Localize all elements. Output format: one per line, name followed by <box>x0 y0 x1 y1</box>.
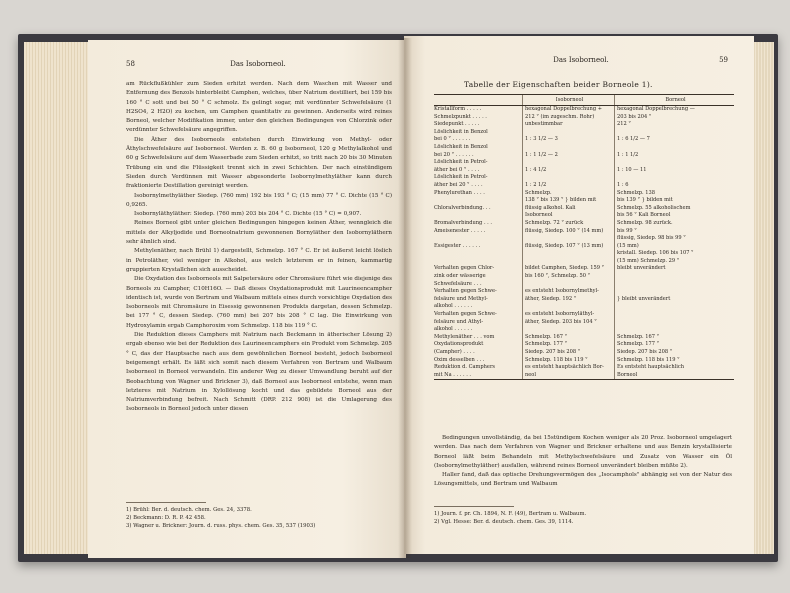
table-row <box>434 106 734 114</box>
table-cell: es entsteht Isobornyläthyl- <box>522 311 614 319</box>
table-cell: 1 : 1 1/2 <box>614 152 734 160</box>
footnote: 1) Brühl: Ber. d. deutsch. chem. Ges. 24, 3378. <box>126 507 252 513</box>
table-cell <box>522 235 614 243</box>
table-cell: bleibt unverändert <box>614 265 734 273</box>
table-cell: alkohol . . . . . . <box>434 326 473 333</box>
table-cell <box>522 159 614 167</box>
table-row <box>434 334 734 342</box>
table-cell: bildet Camphen, Siedep. 159 ° <box>522 265 614 273</box>
table-row <box>434 159 734 167</box>
table-row <box>434 243 734 251</box>
table-cell: Kristallform . . . . . <box>434 106 482 112</box>
left-page-body <box>126 80 392 415</box>
left-footnotes <box>126 502 316 531</box>
table-cell: 1 : 1 1/2 — 2 <box>522 152 614 160</box>
table-cell: Schwefelsäure . . . <box>434 280 482 287</box>
table-header-cell: Borneol <box>614 95 734 105</box>
paragraph: Die Oxydation des Isoborneols mit Salpetersäure oder Chromsäure führt wie diejenige des Borneols zu Campher, C10H16O. — Daß dieses Oxydationsprodukt mit Laurineencampher identisch ist, wurde von Bertram und Walbaum mittels eines durch vorsichtige Oxydation des Isoborneols mit Chromsäure in Eisessig gewonnenen Produkts dargetan, dessen Schmelzp. bei 177 ° C, dessen Siedep. (760 mm) bei 207 bis 208 ° C lag. Die Einwirkung von Hydroxylamin ergab Camphoroxim vom Schmelzp. 118 bis 119 ° C. <box>126 276 392 329</box>
table-cell: 1 : 6 1/2 — 7 <box>614 136 734 144</box>
table-cell: Schmelzp. 72 ° zurück <box>522 220 614 228</box>
properties-table <box>434 94 734 380</box>
table-row <box>434 281 734 289</box>
table-cell: 212 ° (im zugeschm. Rohr) <box>522 114 614 122</box>
table-cell: Ameisenester . . . . . <box>434 227 486 234</box>
table-cell: Schmelzp. 177 ° <box>614 341 734 349</box>
table-cell: es entsteht hauptsächlich Bor- <box>522 364 614 372</box>
table-cell: neol <box>522 372 614 380</box>
paragraph: Isobornyläthyläther: Siedep. (760 mm) 203 bis 204 ° C. Dichte (15 ° C) = 0,907. <box>134 211 362 218</box>
table-cell: Siedepunkt . . . . . <box>434 121 480 128</box>
table-cell: äther bei 20 ° . . . . <box>434 181 483 188</box>
table-cell <box>614 288 734 296</box>
table-cell <box>522 129 614 137</box>
table-cell: Borneol <box>614 372 734 380</box>
table-cell <box>434 258 522 266</box>
table-row <box>434 205 734 213</box>
table-bottom-rule <box>434 379 734 380</box>
table-cell: flüssig, Siedep. 98 bis 99 ° <box>614 235 734 243</box>
table-row <box>434 228 734 236</box>
table-row <box>434 220 734 228</box>
table-cell: bis 139 ° } bilden mit <box>614 197 734 205</box>
table-cell: Schmelzp. 118 bis 119 ° <box>522 357 614 365</box>
table-cell: zink oder wässerige <box>434 273 486 280</box>
table-cell: (15 mm) Schmelzp. 29 ° <box>614 258 734 266</box>
table-cell: } bleibt unverändert <box>614 296 734 304</box>
table-cell <box>434 197 522 205</box>
left-page-number: 58 <box>126 60 135 68</box>
table-cell: Löslichkeit in Benzol <box>434 128 488 135</box>
table-row <box>434 296 734 304</box>
table-cell <box>614 326 734 334</box>
table-header-cell <box>434 95 522 105</box>
table-cell <box>614 319 734 327</box>
left-page <box>88 40 406 558</box>
table-cell: Schmelzp. <box>522 190 614 198</box>
table-cell: felsäure und Äthyl- <box>434 318 484 325</box>
table-cell: flüssig, Siedep. 107 ° (13 mm) <box>522 243 614 251</box>
table-cell: flüssig alkohol. Kali <box>522 205 614 213</box>
table-row <box>434 265 734 273</box>
table-cell: flüssig, Siedep. 100 ° (14 mm) <box>522 228 614 236</box>
table-cell <box>614 273 734 281</box>
table-row <box>434 235 734 243</box>
table-cell <box>614 159 734 167</box>
table-row <box>434 250 734 258</box>
table-row <box>434 182 734 190</box>
paragraph: am Rückflußkühler zum Sieden erhitzt werden. Nach dem Waschen mit Wasser und Entfernung des Benzols hinterbleibt Camphen, welches, über Natrium destilliert, bei 159 bis 160 ° C sott und bei 50 ° C schmolz. Es gelingt sogar, mit verdünnter Schwefelsäure (1 H2SO4, 2 H2O) zu kochen, um Camphen quantitativ zu gewinnen. Anderseits wird reines Borneol, welcher Modifikation immer, unter den gleichen Bedingungen von Chlorzink oder verdünnter Schwefelsäure angegriffen. <box>126 81 392 134</box>
paragraph: Haller fand, daß das optische Drehungsvermögen des „Isocamphols" abhängig sei von der Natur des Lösungsmittels, und Bertram und Walbaum <box>434 472 732 488</box>
table-cell: Methylenäther . . . vom <box>434 333 495 340</box>
table-cell: es entsteht Isobornylmethyl- <box>522 288 614 296</box>
table-row <box>434 349 734 357</box>
table-cell <box>522 326 614 334</box>
table-cell: Löslichkeit in Petrol- <box>434 159 488 166</box>
table-cell: äther, Siedep. 192 ° <box>522 296 614 304</box>
table-row <box>434 167 734 175</box>
table-cell: Verhalten gegen Chlor- <box>434 265 495 272</box>
table-row <box>434 288 734 296</box>
footnote: 2) Vgl. Hesse: Ber. d. deutsch. chem. Ges. 39, 1114. <box>434 519 574 526</box>
table-cell: Bromalverbindung . . . <box>434 219 493 226</box>
table-cell: mit Na . . . . . . <box>434 371 472 378</box>
table-header <box>434 94 734 106</box>
table-row <box>434 311 734 319</box>
table-row <box>434 144 734 152</box>
table-cell: Siedep. 207 bis 208 ° <box>614 349 734 357</box>
paragraph: Isobornylmethyläther Siedep. (760 mm) 192 bis 193 ° C; (15 mm) 77 ° C. Dichte (15 ° C) 0,9265. <box>126 192 392 208</box>
table-cell <box>614 303 734 311</box>
table-cell: 203 bis 204 ° <box>614 114 734 122</box>
table-cell: Oxim desselben . . . <box>434 356 485 363</box>
table-row <box>434 364 734 372</box>
table-header-cell: Isoborneol <box>522 95 614 105</box>
table-cell: Schmelzp. 177 ° <box>522 341 614 349</box>
table-cell: Schmelzp. 138 <box>614 190 734 198</box>
table-cell: 212 ° <box>614 121 734 129</box>
table-cell <box>614 311 734 319</box>
table-cell <box>434 212 522 220</box>
table-cell: äther bei 0 ° . . . . <box>434 166 480 173</box>
book-gutter <box>398 38 412 558</box>
table-cell: bei 0 ° . . . . . . <box>434 136 471 143</box>
table-cell: Löslichkeit in Benzol <box>434 143 488 150</box>
left-running-head: Das Isoborneol. <box>230 60 286 68</box>
table-cell: 138 ° bis 139 ° } bilden mit <box>522 197 614 205</box>
table-row <box>434 197 734 205</box>
table-row <box>434 258 734 266</box>
table-cell: hexagonal Doppelbrechung + <box>522 106 614 114</box>
table-cell: Phenylurethan . . . . <box>434 189 485 196</box>
table-row <box>434 152 734 160</box>
table-cell: Schmelzp. 55 alkoholischem <box>614 205 734 213</box>
right-footnotes <box>434 506 587 526</box>
table-cell: 1 : 4 1/2 <box>522 167 614 175</box>
table-row <box>434 319 734 327</box>
table-cell <box>614 144 734 152</box>
table-row <box>434 121 734 129</box>
table-cell: bis 160 °, Schmelzp. 50 ° <box>522 273 614 281</box>
table-cell <box>614 129 734 137</box>
table-cell: 1 : 3 1/2 — 3 <box>522 136 614 144</box>
table-cell: äther, Siedep. 203 bis 104 ° <box>522 319 614 327</box>
table-row <box>434 190 734 198</box>
table-cell: Verhalten gegen Schwe- <box>434 311 497 318</box>
table-cell <box>522 144 614 152</box>
table-row <box>434 357 734 365</box>
paragraph: Reines Borneol gibt unter gleichen Bedingungen hingegen keinen Äther, wenngleich die mittels der Alkyljodide und Borneolnatrium gewonnenen Bornyläther den Isobornyläthern sehr ähnlich sind. <box>126 220 392 246</box>
right-running-head: Das Isoborneol. <box>553 56 609 64</box>
table-cell <box>614 174 734 182</box>
table-row <box>434 129 734 137</box>
table-cell: 1 : 2 1/2 <box>522 182 614 190</box>
table-cell: Es entsteht hauptsächlich <box>614 364 734 372</box>
table-cell: Essigester . . . . . . <box>434 242 481 249</box>
table-cell <box>522 281 614 289</box>
page-edges-left <box>24 42 94 554</box>
table-cell: 1 : 6 <box>614 182 734 190</box>
table-cell: Schmelzp. 167 ° <box>522 334 614 342</box>
table-cell: 1 : 10 — 11 <box>614 167 734 175</box>
table-cell <box>614 281 734 289</box>
table-cell: hexagonal Doppelbrechung — <box>614 106 734 114</box>
right-page-number: 59 <box>719 56 728 64</box>
table-cell: Oxydationsprodukt <box>434 341 484 348</box>
table-row <box>434 372 734 380</box>
table-cell <box>522 258 614 266</box>
table-cell: bei 20 ° . . . . . . <box>434 151 474 158</box>
table-cell: felsäure und Methyl- <box>434 295 488 302</box>
table-cell: Schmelzp. 118 bis 119 ° <box>614 357 734 365</box>
paragraph: Methylenäther, nach Brühl 1) dargestellt, Schmelzp. 167 ° C. Er ist äußerst leicht löslich in Petroläther, viel weniger in Alkohol, aus welch letzterem er in feinen, kammartig gruppierten Krystallchen sich ausscheidet. <box>126 248 392 273</box>
table-cell: Schmelzp. 98 zurück. <box>614 220 734 228</box>
table-row <box>434 273 734 281</box>
table-row <box>434 303 734 311</box>
table-cell <box>434 235 522 243</box>
table-cell: bis 56 ° Kali Borneol <box>614 212 734 220</box>
footnote: 3) Wagner u. Brickner: Journ. d. russ. phys. chem. Ges. 35, 537 (1903) <box>126 523 316 530</box>
table-cell: Siedep. 207 bis 208 ° <box>522 349 614 357</box>
paragraph: Die Äther des Isoborneols entstehen durch Einwirkung von Methyl- oder Äthylschwefelsäure auf Isoborneol. Werden z. B. 60 g Isoborneol, 120 g Methylalkohol und 60 g Schwefelsäure auf dem Wasserbade zum Sieden erhitzt, so tritt nach 20 bis 30 Minuten Trübung ein und die Flüssigkeit trennt sich in zwei Schichten. Der nach einstündigem Sieden durch Verdünnen mit Wasser abgesonderte Isobornylmethyläther kann durch fraktionierte Destillation gereinigt werden. <box>126 136 392 190</box>
right-page <box>404 36 754 554</box>
table-cell: Reduktion d. Camphers <box>434 364 495 371</box>
table-cell: alkohol . . . . . . <box>434 303 473 310</box>
table-cell: Verhalten gegen Schwe- <box>434 288 497 295</box>
table-cell: bis 99 ° <box>614 228 734 236</box>
table-cell: Schmelzpunkt . . . . . <box>434 113 487 120</box>
table-title: Tabelle der Eigenschaften beider Borneole 1). <box>464 80 653 89</box>
table-cell <box>522 174 614 182</box>
table-row <box>434 341 734 349</box>
table-body <box>434 106 734 379</box>
table-row <box>434 136 734 144</box>
footnote: 1) Journ. f. pr. Ch. 1894, N. F. (49), Bertram u. Walbaum. <box>434 511 587 517</box>
table-cell: kristall. Siedep. 106 bis 107 ° <box>614 250 734 258</box>
table-cell: unbestimmbar <box>522 121 614 129</box>
table-row <box>434 212 734 220</box>
table-row <box>434 174 734 182</box>
open-book <box>18 34 778 562</box>
table-cell: (15 mm) <box>614 243 734 251</box>
table-cell <box>434 250 522 258</box>
right-page-body <box>434 434 732 490</box>
paragraph: Die Reduktion dieses Camphers mit Natrium nach Beckmann in ätherischer Lösung 2) ergab ebenso wie bei der Reduktion des Laurineencamphers ein Produkt vom Schmelzp. 205 ° C, das der Hauptsache nach aus dem gewöhnlichen Borneol besteht, jedoch Isoborneol beigemengt erhält. Es läßt sich somit nach diesem Verfahren von Bertram und Walbaum Isoborneol in Borneol verwandeln. Ein anderer Weg zu dieser Umwandlung beruht auf der Beobachtung von Wagner und Brickner 3), daß Borneol aus Isoborneol entstehe, wenn man letzteres mit Natrium in Xylollösung kocht und das gebildete Borneol aus der Natriumverbindung befreit. Nach Schmitt (DRP. 212 908) ist die Umlagerung des Isoborneols in Borneol jedoch unter diesen <box>126 332 392 413</box>
table-row <box>434 114 734 122</box>
table-cell: Löslichkeit in Petrol- <box>434 174 488 181</box>
table-cell: (Campher) . . . . <box>434 349 475 355</box>
table-cell: Chloralverbindung. . . <box>434 204 491 211</box>
table-cell <box>522 250 614 258</box>
table-cell: Schmelzp. 167 ° <box>614 334 734 342</box>
table-row <box>434 326 734 334</box>
table-cell: Isoborneol <box>522 212 614 220</box>
footnote: 2) Beckmann: D. R. P. 42 458. <box>126 515 206 522</box>
paragraph: Bedingungen unvollständig, da bei 15stündigem Kochen weniger als 20 Proz. Isoborneol umgelagert werden. Das nach dem Verfahren von Wagner und Brickner erhaltene und aus Benzin krystallisierte Borneol läßt beim Behandeln mit Methylschwefelsäure und Zusatz von Wasser ein Öl (Isobornylmethyläther) ausfallen, während reines Borneol unverändert bleiben müßte 2). <box>434 435 732 469</box>
table-cell <box>522 303 614 311</box>
